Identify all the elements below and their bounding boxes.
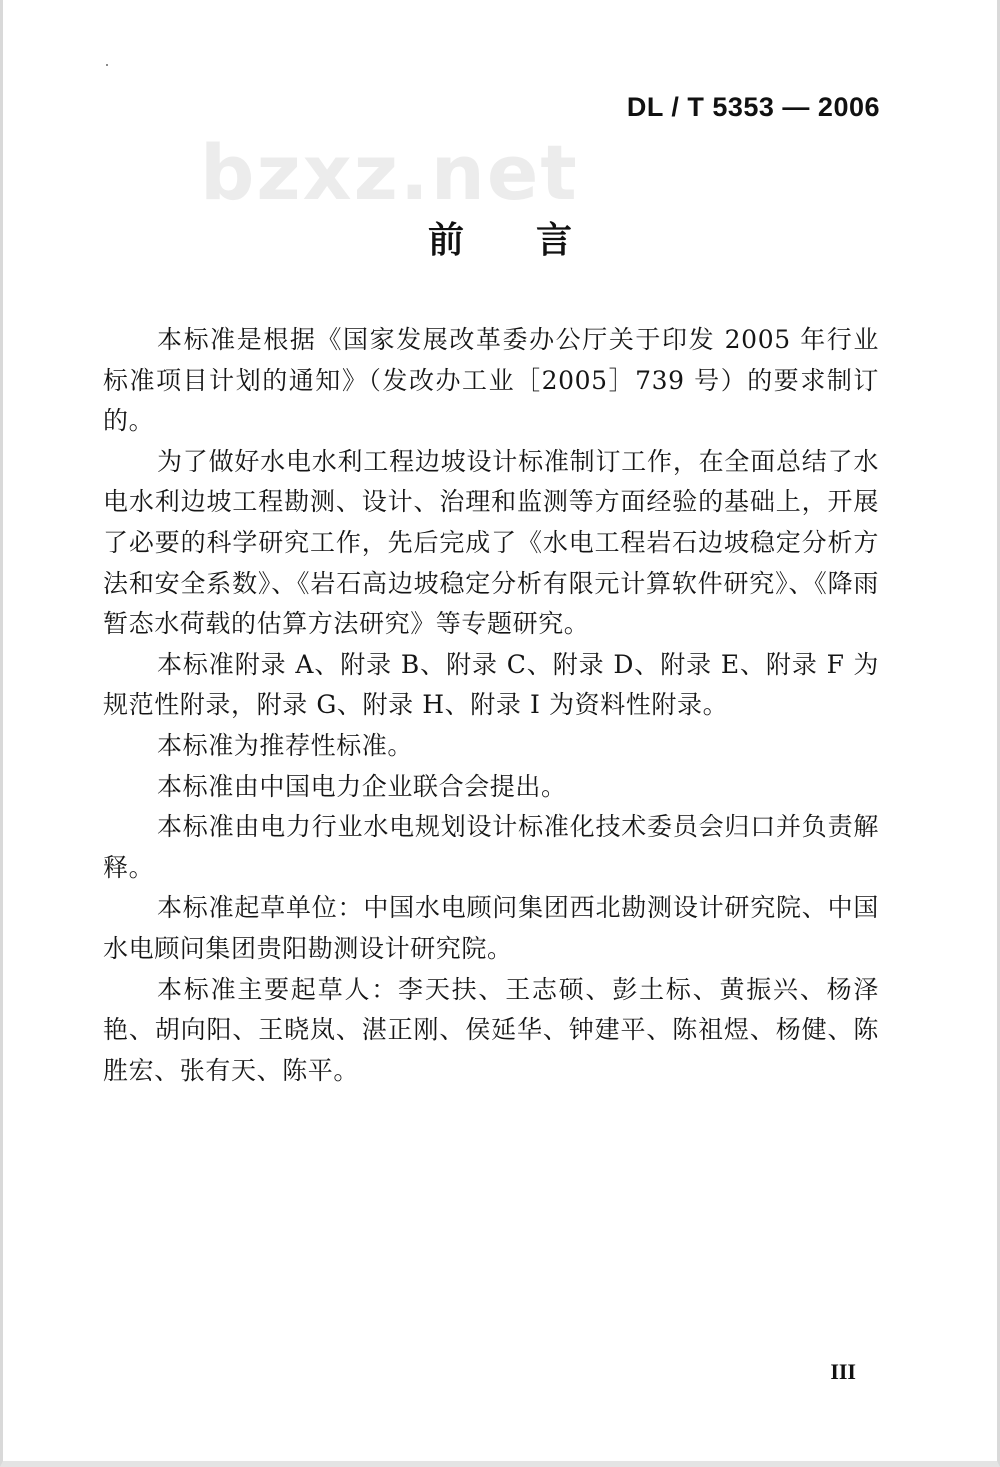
paragraph-drafters: 本标准主要起草人：李天扶、王志硕、彭土标、黄振兴、杨泽艳、胡向阳、王晓岚、湛正刚、侯延华、钟建平、陈祖煜、杨健、陈胜宏、张有天、陈平。 xyxy=(103,974,879,1085)
page-number: III xyxy=(830,1359,856,1384)
paragraph-drafting-units: 本标准起草单位：中国水电顾问集团西北勘测设计研究院、中国水电顾问集团贵阳勘测设计研究院。 xyxy=(103,893,879,963)
scan-speck xyxy=(106,64,108,66)
paragraph-basis: 本标准是根据《国家发展改革委办公厅关于印发 2005 年行业标准项目计划的通知》（发改办工业［2005］739 号）的要求制订的。 xyxy=(103,325,879,436)
watermark: bzxz.net xyxy=(200,128,579,217)
body-text xyxy=(103,320,879,1091)
paragraph-appendices: 本标准附录 A、附录 B、附录 C、附录 D、附录 E、附录 F 为规范性附录，附录 G、附录 H、附录 I 为资料性附录。 xyxy=(103,649,879,720)
paragraph-recommended: 本标准为推荐性标准。 xyxy=(157,730,414,760)
paragraph-research: 为了做好水电水利工程边坡设计标准制订工作，在全面总结了水电水利边坡工程勘测、设计、治理和监测等方面经验的基础上，开展了必要的科学研究工作，先后完成了《水电工程岩石边坡稳定分析方法和安全系数》、《岩石高边坡稳定分析有限元计算软件研究》、《降雨暂态水荷载的估算方法研究》等专题研究。 xyxy=(103,446,879,639)
page-title: 前言 xyxy=(427,220,644,261)
paragraph-proposer: 本标准由中国电力企业联合会提出。 xyxy=(157,771,567,801)
standard-number: DL / T 5353 — 2006 xyxy=(626,92,880,122)
paragraph-interpretation: 本标准由电力行业水电规划设计标准化技术委员会归口并负责解释。 xyxy=(103,812,879,882)
